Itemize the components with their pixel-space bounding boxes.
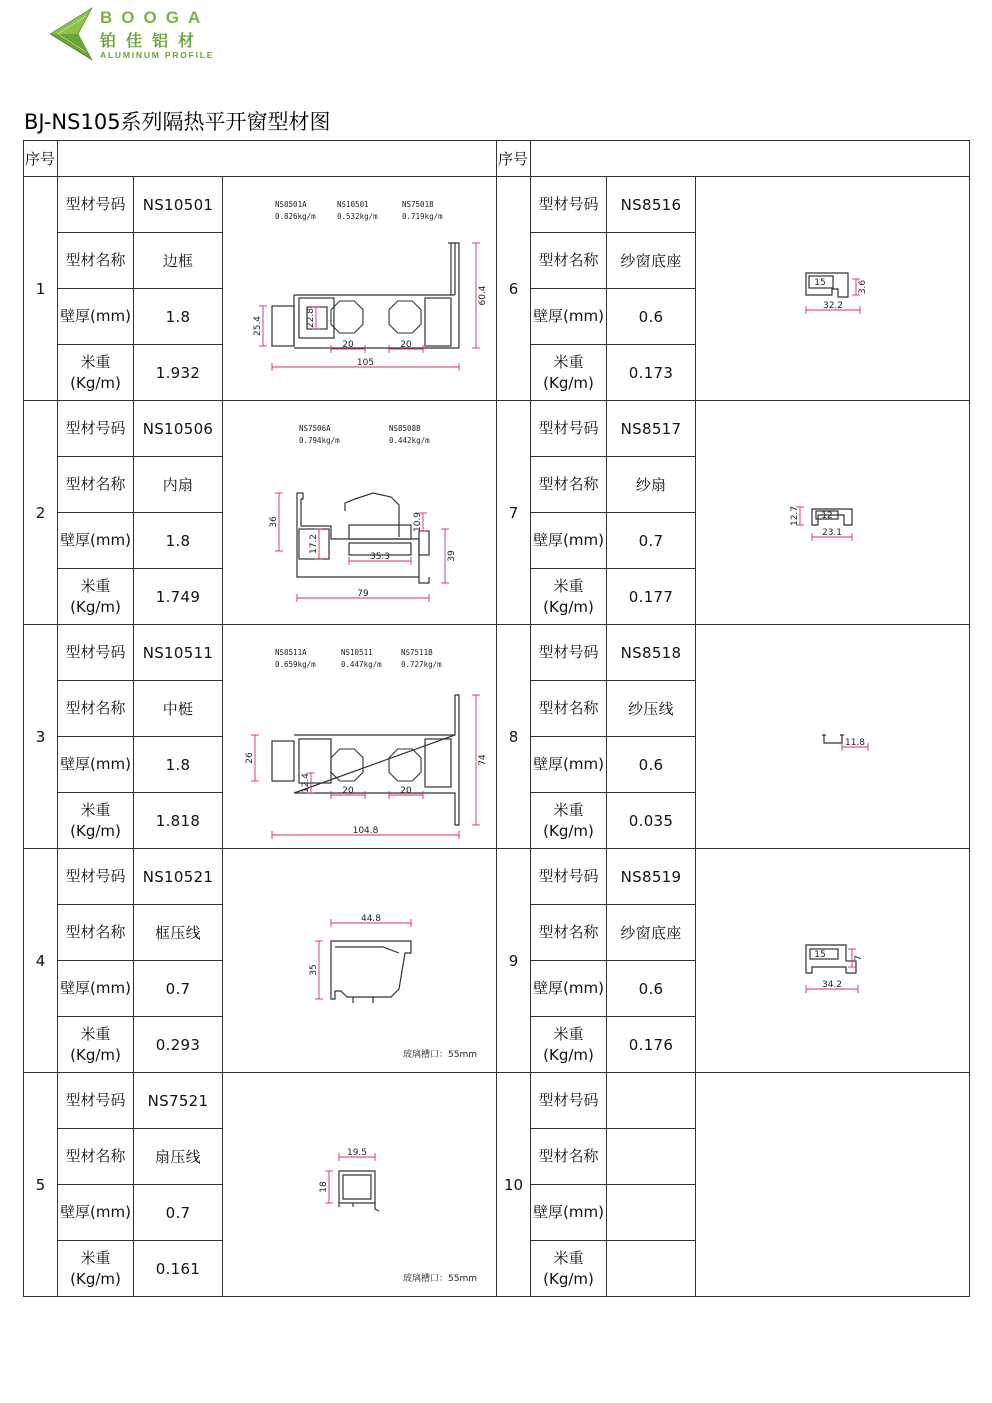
dimension-label: 20 bbox=[400, 786, 412, 796]
label-code: 型材号码 bbox=[58, 625, 134, 681]
value-weight: 1.818 bbox=[134, 793, 223, 849]
label-code: 型材号码 bbox=[531, 1073, 607, 1129]
label-name: 型材名称 bbox=[58, 681, 134, 737]
dimension-label: 79 bbox=[357, 589, 369, 599]
part-weight: 0.727kg/m bbox=[401, 660, 442, 669]
profile-drawing-ns8518 bbox=[696, 625, 969, 848]
label-weight-line1: 米重 bbox=[553, 352, 584, 371]
value-code: NS10506 bbox=[134, 401, 223, 457]
item-number: 4 bbox=[24, 849, 58, 1073]
dimension-label: 22.8 bbox=[306, 307, 316, 329]
profile-drawing-cell bbox=[696, 849, 970, 1073]
part-weight: 0.442kg/m bbox=[389, 436, 430, 445]
profile-drawing-ns8517 bbox=[696, 401, 969, 624]
label-weight-line2: (Kg/m) bbox=[70, 821, 121, 840]
table-row bbox=[24, 401, 970, 457]
value-thickness: 0.7 bbox=[607, 513, 696, 569]
label-weight-line2: (Kg/m) bbox=[70, 1045, 121, 1064]
label-thickness: 壁厚(mm) bbox=[58, 513, 134, 569]
label-weight bbox=[58, 793, 134, 849]
brand-name: BOOGA bbox=[100, 8, 210, 27]
profile-drawing-cell bbox=[223, 849, 497, 1073]
glass-slot-note: 玻璃槽口：55mm bbox=[403, 1050, 477, 1060]
part-code: NS10501 bbox=[337, 200, 369, 209]
label-code: 型材号码 bbox=[531, 401, 607, 457]
value-name: 中梃 bbox=[134, 681, 223, 737]
label-weight bbox=[531, 345, 607, 401]
value-code: NS10501 bbox=[134, 177, 223, 233]
dimension-label: 34.2 bbox=[821, 980, 843, 990]
label-weight-line2: (Kg/m) bbox=[70, 373, 121, 392]
dimension-label: 7 bbox=[854, 955, 865, 961]
item-number: 5 bbox=[24, 1073, 58, 1297]
label-weight-line2: (Kg/m) bbox=[70, 597, 121, 616]
label-name: 型材名称 bbox=[58, 905, 134, 961]
part-code: NS7506A bbox=[299, 424, 331, 433]
dimension-label: 26 bbox=[245, 752, 255, 764]
label-thickness: 壁厚(mm) bbox=[531, 961, 607, 1017]
value-name: 内扇 bbox=[134, 457, 223, 513]
value-weight: 0.173 bbox=[607, 345, 696, 401]
profile-drawing-cell bbox=[223, 177, 497, 401]
label-name: 型材名称 bbox=[58, 1129, 134, 1185]
profile-outline bbox=[806, 273, 848, 297]
label-name: 型材名称 bbox=[58, 233, 134, 289]
label-name: 型材名称 bbox=[531, 457, 607, 513]
dimension-label: 20 bbox=[400, 340, 412, 350]
dimension-label: 12.7 bbox=[790, 505, 801, 527]
value-code: NS10521 bbox=[134, 849, 223, 905]
brand-logo bbox=[48, 6, 288, 62]
profile-outline bbox=[425, 298, 451, 346]
dimension-label: 17.2 bbox=[309, 533, 319, 555]
label-thickness: 壁厚(mm) bbox=[58, 737, 134, 793]
label-weight-line2: (Kg/m) bbox=[543, 821, 594, 840]
label-thickness: 壁厚(mm) bbox=[58, 1185, 134, 1241]
value-weight: 0.035 bbox=[607, 793, 696, 849]
label-weight-line1: 米重 bbox=[80, 352, 111, 371]
dimension-label: 15 bbox=[814, 278, 826, 288]
value-code: NS8518 bbox=[607, 625, 696, 681]
profile-drawing-cell bbox=[696, 177, 970, 401]
label-code: 型材号码 bbox=[531, 625, 607, 681]
dimension-label: 36 bbox=[269, 516, 279, 528]
profile-outline bbox=[339, 1171, 375, 1203]
dimension-label: 74 bbox=[478, 754, 488, 766]
part-code: NS10511 bbox=[341, 648, 373, 657]
value-thickness: 1.8 bbox=[134, 737, 223, 793]
dimension-label: 12 bbox=[821, 511, 833, 521]
label-weight bbox=[58, 1241, 134, 1297]
value-name: 纱窗底座 bbox=[607, 905, 696, 961]
document-title: BJ-NS105系列隔热平开窗型材图 bbox=[24, 110, 331, 134]
label-thickness: 壁厚(mm) bbox=[58, 961, 134, 1017]
dimension-label: 35.3 bbox=[369, 552, 391, 562]
thermal-strip bbox=[331, 301, 363, 333]
dimension-label: 32.2 bbox=[822, 301, 844, 311]
profile-outline bbox=[343, 1175, 371, 1199]
value-code: NS8519 bbox=[607, 849, 696, 905]
label-weight bbox=[531, 569, 607, 625]
value-weight: 1.749 bbox=[134, 569, 223, 625]
profile-drawing-ns7521 bbox=[223, 1073, 496, 1296]
label-code: 型材号码 bbox=[531, 849, 607, 905]
profile-drawing-ns10511 bbox=[223, 625, 496, 848]
label-thickness: 壁厚(mm) bbox=[531, 1185, 607, 1241]
profile-outline bbox=[425, 739, 451, 787]
part-weight: 0.447kg/m bbox=[341, 660, 382, 669]
header-blank-left bbox=[58, 141, 497, 177]
value-weight: 0.293 bbox=[134, 1017, 223, 1073]
label-thickness: 壁厚(mm) bbox=[531, 737, 607, 793]
value-name: 纱压线 bbox=[607, 681, 696, 737]
label-weight-line2: (Kg/m) bbox=[543, 1045, 594, 1064]
value-code: NS8516 bbox=[607, 177, 696, 233]
dimension-label: 44.8 bbox=[360, 914, 382, 924]
label-weight-line2: (Kg/m) bbox=[543, 1269, 594, 1288]
profile-drawing-ns10501 bbox=[223, 177, 496, 400]
value-name bbox=[607, 1129, 696, 1185]
profile-outline bbox=[339, 1203, 379, 1211]
profile-drawing-ns10506 bbox=[223, 401, 496, 624]
profile-drawing-ns8519 bbox=[696, 849, 969, 1072]
dimension-label: 60.4 bbox=[478, 285, 488, 306]
value-thickness: 0.7 bbox=[134, 1185, 223, 1241]
value-weight: 0.161 bbox=[134, 1241, 223, 1297]
profile-outline bbox=[824, 735, 842, 743]
dimension-label: 104.8 bbox=[352, 826, 379, 836]
table-row bbox=[24, 849, 970, 905]
value-name: 扇压线 bbox=[134, 1129, 223, 1185]
label-weight bbox=[58, 1017, 134, 1073]
table-row bbox=[24, 625, 970, 681]
label-weight-line1: 米重 bbox=[80, 576, 111, 595]
item-number: 1 bbox=[24, 177, 58, 401]
value-name: 纱扇 bbox=[607, 457, 696, 513]
label-code: 型材号码 bbox=[58, 1073, 134, 1129]
label-weight bbox=[531, 793, 607, 849]
label-weight-line1: 米重 bbox=[80, 800, 111, 819]
part-code: NS8511A bbox=[275, 648, 307, 657]
value-code bbox=[607, 1073, 696, 1129]
label-code: 型材号码 bbox=[58, 849, 134, 905]
label-weight bbox=[58, 345, 134, 401]
profile-outline bbox=[294, 695, 459, 825]
label-thickness: 壁厚(mm) bbox=[531, 289, 607, 345]
dimension-label: 35 bbox=[309, 964, 319, 976]
label-weight-line1: 米重 bbox=[80, 1248, 111, 1267]
thermal-strip bbox=[389, 301, 421, 333]
part-weight: 0.659kg/m bbox=[275, 660, 316, 669]
value-code: NS8517 bbox=[607, 401, 696, 457]
item-number: 10 bbox=[497, 1073, 531, 1297]
thermal-strip bbox=[331, 749, 363, 781]
label-weight-line1: 米重 bbox=[553, 1024, 584, 1043]
label-code: 型材号码 bbox=[58, 401, 134, 457]
label-weight bbox=[531, 1017, 607, 1073]
label-weight-line1: 米重 bbox=[80, 1024, 111, 1043]
profile-outline bbox=[299, 298, 334, 338]
value-name: 框压线 bbox=[134, 905, 223, 961]
part-weight: 0.532kg/m bbox=[337, 212, 378, 221]
value-thickness: 0.7 bbox=[134, 961, 223, 1017]
value-weight: 0.177 bbox=[607, 569, 696, 625]
label-weight bbox=[58, 569, 134, 625]
value-thickness: 1.8 bbox=[134, 513, 223, 569]
dimension-label: 10.9 bbox=[413, 511, 423, 533]
profile-spec-table bbox=[23, 140, 970, 1297]
profile-drawing-cell bbox=[696, 1073, 970, 1297]
header-no-left: 序号 bbox=[24, 141, 58, 177]
profile-outline bbox=[294, 243, 459, 348]
label-name: 型材名称 bbox=[531, 905, 607, 961]
value-thickness bbox=[607, 1185, 696, 1241]
brand-en-sub: ALUMINUM PROFILE bbox=[100, 50, 215, 60]
part-weight: 0.719kg/m bbox=[402, 212, 443, 221]
dimension-label: 25.4 bbox=[253, 315, 263, 337]
label-name: 型材名称 bbox=[58, 457, 134, 513]
dimension-label: 15 bbox=[814, 950, 826, 960]
item-number: 7 bbox=[497, 401, 531, 625]
dimension-label: 11.8 bbox=[844, 738, 866, 748]
value-thickness: 0.6 bbox=[607, 961, 696, 1017]
value-thickness: 0.6 bbox=[607, 289, 696, 345]
label-weight-line2: (Kg/m) bbox=[543, 373, 594, 392]
value-name: 纱窗底座 bbox=[607, 233, 696, 289]
label-thickness: 壁厚(mm) bbox=[58, 289, 134, 345]
part-code: NS7501B bbox=[402, 200, 434, 209]
table-row bbox=[24, 177, 970, 233]
profile-drawing-ns8516 bbox=[696, 177, 969, 400]
value-thickness: 0.6 bbox=[607, 737, 696, 793]
profile-drawing-cell bbox=[696, 625, 970, 849]
dimension-label: 18 bbox=[319, 1181, 329, 1193]
glass-slot-note: 玻璃槽口：55mm bbox=[403, 1274, 477, 1284]
part-code: NS8508B bbox=[389, 424, 421, 433]
item-number: 9 bbox=[497, 849, 531, 1073]
value-weight: 0.176 bbox=[607, 1017, 696, 1073]
label-code: 型材号码 bbox=[58, 177, 134, 233]
value-thickness: 1.8 bbox=[134, 289, 223, 345]
brand-cn-name: 铂佳铝材 bbox=[100, 31, 205, 50]
item-number: 6 bbox=[497, 177, 531, 401]
profile-outline bbox=[335, 947, 399, 953]
dimension-label: 20 bbox=[342, 340, 354, 350]
label-weight-line2: (Kg/m) bbox=[543, 597, 594, 616]
profile-outline bbox=[349, 525, 411, 539]
dimension-label: 3.6 bbox=[858, 279, 869, 295]
label-name: 型材名称 bbox=[531, 1129, 607, 1185]
profile-outline bbox=[419, 577, 429, 583]
profile-outline bbox=[272, 741, 294, 781]
value-code: NS7521 bbox=[134, 1073, 223, 1129]
dimension-label: 20 bbox=[342, 786, 354, 796]
profile-drawing-cell bbox=[223, 1073, 497, 1297]
label-name: 型材名称 bbox=[531, 681, 607, 737]
label-code: 型材号码 bbox=[531, 177, 607, 233]
gasket-outline bbox=[345, 493, 399, 537]
label-name: 型材名称 bbox=[531, 233, 607, 289]
label-weight bbox=[531, 1241, 607, 1297]
value-weight bbox=[607, 1241, 696, 1297]
part-weight: 0.794kg/m bbox=[299, 436, 340, 445]
label-weight-line1: 米重 bbox=[553, 800, 584, 819]
value-name: 边框 bbox=[134, 233, 223, 289]
thermal-strip bbox=[389, 749, 421, 781]
label-weight-line1: 米重 bbox=[553, 576, 584, 595]
profile-drawing-ns10521 bbox=[223, 849, 496, 1072]
profile-drawing-cell bbox=[223, 625, 497, 849]
profile-drawing-cell bbox=[223, 401, 497, 625]
table-row bbox=[24, 1073, 970, 1129]
dimension-label: 19.5 bbox=[346, 1148, 368, 1158]
profile-outline bbox=[272, 306, 294, 346]
item-number: 8 bbox=[497, 625, 531, 849]
value-weight: 1.932 bbox=[134, 345, 223, 401]
label-thickness: 壁厚(mm) bbox=[531, 513, 607, 569]
table-header-row bbox=[24, 141, 970, 177]
part-weight: 0.826kg/m bbox=[275, 212, 316, 221]
profile-outline bbox=[419, 531, 429, 555]
header-blank-right bbox=[531, 141, 970, 177]
profile-outline bbox=[448, 243, 455, 295]
dimension-label: 23.1 bbox=[821, 528, 843, 538]
header-no-right: 序号 bbox=[497, 141, 531, 177]
profile-outline bbox=[331, 941, 411, 999]
label-weight-line2: (Kg/m) bbox=[70, 1269, 121, 1288]
leaf-logo-icon bbox=[48, 6, 96, 62]
dimension-label: 39 bbox=[447, 550, 457, 562]
dimension-label: 105 bbox=[356, 358, 375, 368]
item-number: 3 bbox=[24, 625, 58, 849]
dimension-label: 12.4 bbox=[301, 772, 311, 794]
profile-drawing-cell bbox=[696, 401, 970, 625]
item-number: 2 bbox=[24, 401, 58, 625]
value-code: NS10511 bbox=[134, 625, 223, 681]
part-code: NS7511B bbox=[401, 648, 433, 657]
label-weight-line1: 米重 bbox=[553, 1248, 584, 1267]
profile-outline bbox=[353, 997, 373, 1003]
part-code: NS8501A bbox=[275, 200, 307, 209]
